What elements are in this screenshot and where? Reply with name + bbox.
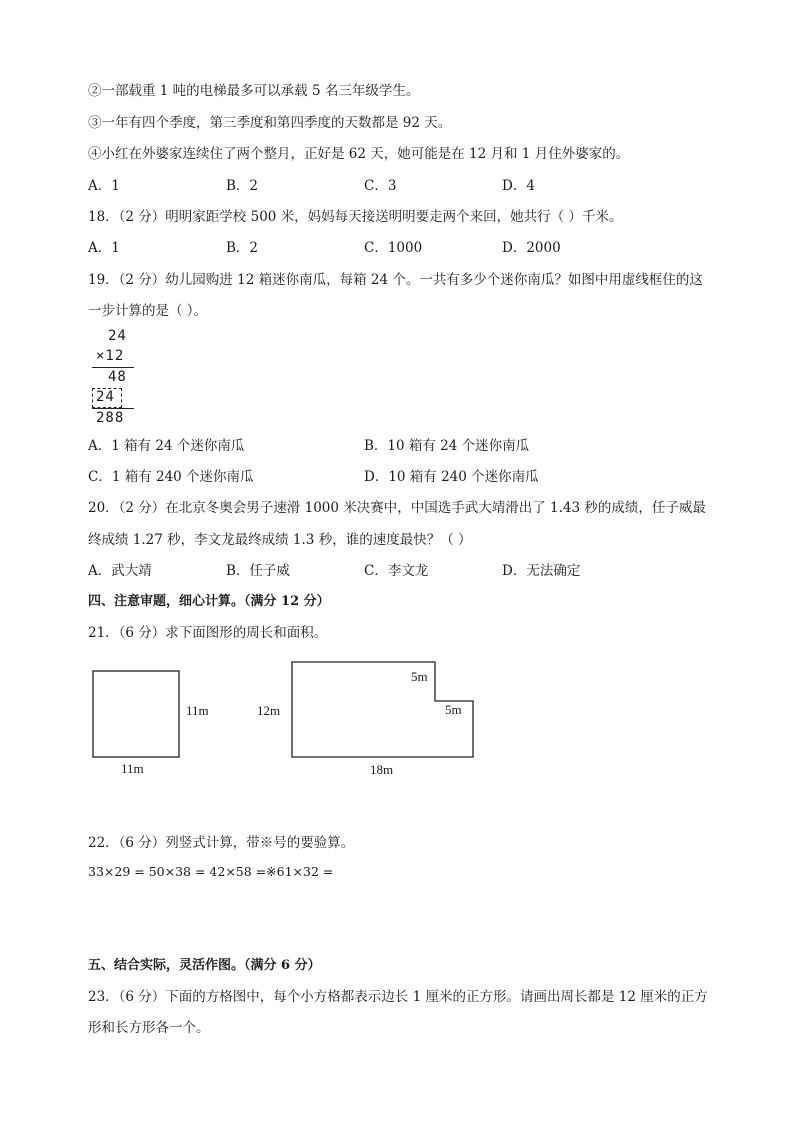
l-shape-notch-height-label: 5m bbox=[445, 702, 462, 717]
q21-question: 21．（6 分）求下面图形的周长和面积。 bbox=[88, 625, 328, 641]
q19-question-line-1: 19．（2 分）幼儿园购进 12 箱迷你南瓜，每箱 24 个。一共有多少个迷你南瓜？如图中用虚线框住的这 bbox=[88, 272, 703, 288]
q19-option-a: A．1 箱有 24 个迷你南瓜 bbox=[88, 438, 245, 454]
calc-row-product: 288 bbox=[96, 410, 125, 426]
q23-question-line-2: 形和长方形各一个。 bbox=[88, 1020, 210, 1036]
section-4-title: 四、注意审题，细心计算。（满分 12 分） bbox=[88, 594, 330, 609]
q18-question: 18．（2 分）明明家距学校 500 米，妈妈每天接送明明要走两个来回，她共行（ ）千米。 bbox=[88, 209, 623, 225]
q18-option-a: A．1 bbox=[88, 240, 120, 256]
calc-row-partial-2: 24 bbox=[96, 389, 115, 405]
q17-statement-4: ④小红在外婆家连续住了两个整月，正好是 62 天，她可能是在 12 月和 1 月住外婆家的。 bbox=[88, 146, 630, 162]
square-side-label: 11m bbox=[186, 703, 209, 718]
q18-option-b: B．2 bbox=[226, 240, 259, 256]
q17-option-a: A．1 bbox=[88, 178, 120, 194]
calc-row-multiplicand: 24 bbox=[108, 328, 127, 344]
l-shape-notch-width-label: 5m bbox=[411, 669, 428, 684]
q20-option-d: D．无法确定 bbox=[502, 563, 581, 579]
q17-option-c: C．3 bbox=[364, 178, 397, 194]
q19-question-line-2: 一步计算的是（ ）。 bbox=[88, 303, 208, 319]
q20-option-c: C．李文龙 bbox=[364, 563, 429, 579]
q20-option-a: A．武大靖 bbox=[88, 563, 152, 579]
square-figure bbox=[93, 671, 179, 757]
q17-option-b: B．2 bbox=[226, 178, 259, 194]
q18-option-d: D．2000 bbox=[502, 240, 561, 256]
q22-question: 22．（6 分）列竖式计算，带※号的要验算。 bbox=[88, 835, 355, 851]
square-bottom-label: 11m bbox=[121, 761, 144, 776]
q22-expressions: 33×29 = 50×38 = 42×58 =※61×32 = bbox=[88, 864, 334, 879]
calc-row-partial-1: 48 bbox=[108, 369, 127, 385]
section-5-title: 五、结合实际，灵活作图。（满分 6 分） bbox=[88, 958, 321, 973]
q18-option-c: C．1000 bbox=[364, 240, 423, 256]
q19-option-c: C．1 箱有 240 个迷你南瓜 bbox=[88, 469, 254, 485]
q17-statement-3: ③一年有四个季度，第三季度和第四季度的天数都是 92 天。 bbox=[88, 115, 452, 131]
calc-row-multiplier: ×12 bbox=[96, 348, 125, 364]
q23-question-line-1: 23．（6 分）下面的方格图中，每个小方格都表示边长 1 厘米的正方形。请画出周长都是 12 厘米的正方 bbox=[88, 989, 708, 1005]
q19-option-b: B．10 箱有 24 个迷你南瓜 bbox=[364, 438, 530, 454]
q19-option-d: D．10 箱有 240 个迷你南瓜 bbox=[364, 469, 539, 485]
q17-option-d: D．4 bbox=[502, 178, 535, 194]
q20-option-b: B．任子威 bbox=[226, 563, 290, 579]
l-shape-bottom-label: 18m bbox=[370, 762, 394, 777]
q20-question-line-2: 终成绩 1.27 秒，李文龙最终成绩 1.3 秒，谁的速度最快？（ ） bbox=[88, 532, 472, 548]
q20-question-line-1: 20．（2 分）在北京冬奥会男子速滑 1000 米决赛中，中国选手武大靖滑出了 1.43 秒的成绩，任子威最 bbox=[88, 500, 706, 516]
q17-statement-2: ②一部载重 1 吨的电梯最多可以承载 5 名三年级学生。 bbox=[88, 83, 420, 99]
l-shape-height-label: 12m bbox=[257, 703, 281, 718]
